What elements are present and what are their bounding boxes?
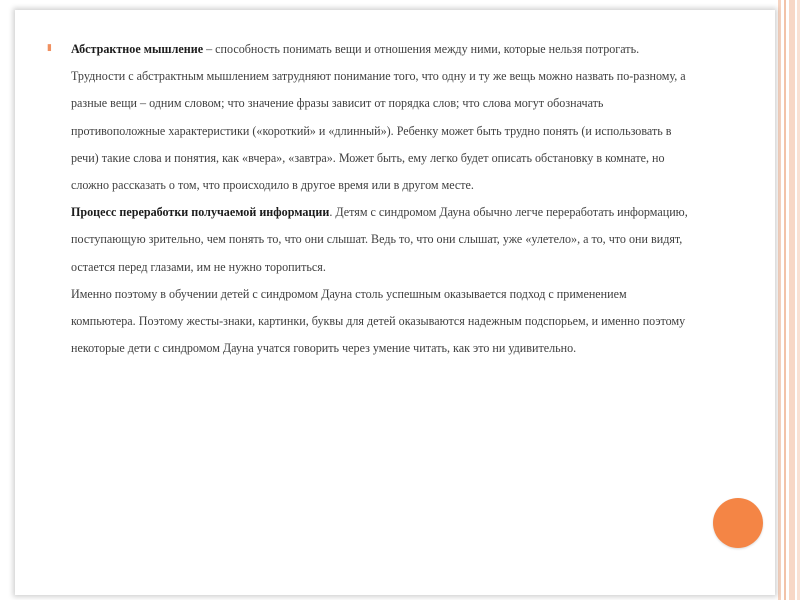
decorative-stripe <box>789 0 795 600</box>
paragraph-abstract-thinking <box>71 36 691 199</box>
decorative-orange-circle <box>713 498 763 548</box>
paragraph-information-processing <box>71 199 691 281</box>
paragraph-heading: Абстрактное мышление <box>71 42 204 56</box>
slide-text-body <box>71 36 691 362</box>
decorative-stripe <box>778 0 781 600</box>
paragraph-text: . Детям с синдромом Дауна обычно легче переработать информацию, поступающую зрительно, чем понять то, что они слышат. Ведь то, что они слышат, уже «улетело», а то, что они видят, остается перед глазами, им не нужно торопиться. <box>71 205 688 274</box>
paragraph-computer-approach <box>71 281 691 363</box>
paragraph-text: – способность понимать вещи и отношения между ними, которые нельзя потрогать. Трудности с абстрактным мышлением затрудняют понимание того, что одну и ту же вещь можно назвать по-разному, а разные вещи – одним словом; что значение фразы зависит от порядка слов; что слова могут обозначать противоположные характеристики («короткий» и «длинный»). Ребенку может быть трудно понять (и использовать в речи) такие слова и понятия, как «вчера», «завтра». Может быть, ему легко будет описать обстановку в комнате, но сложно рассказать о том, что происходило в другое время или в другом месте. <box>71 42 686 193</box>
bullet-icon: ▮ <box>47 43 52 53</box>
decorative-stripe <box>784 0 786 600</box>
paragraph-heading: Процесс переработки получаемой информации <box>71 205 330 220</box>
paragraph-text: Именно поэтому в обучении детей с синдромом Дауна столь успешным оказывается подход с применением компьютера. Поэтому жесты-знаки, картинки, буквы для детей оказываются надежным подспорьем, и именно поэтому некоторые дети с синдромом Дауна учатся говорить через умение читать, как это ни удивительно. <box>71 286 686 356</box>
